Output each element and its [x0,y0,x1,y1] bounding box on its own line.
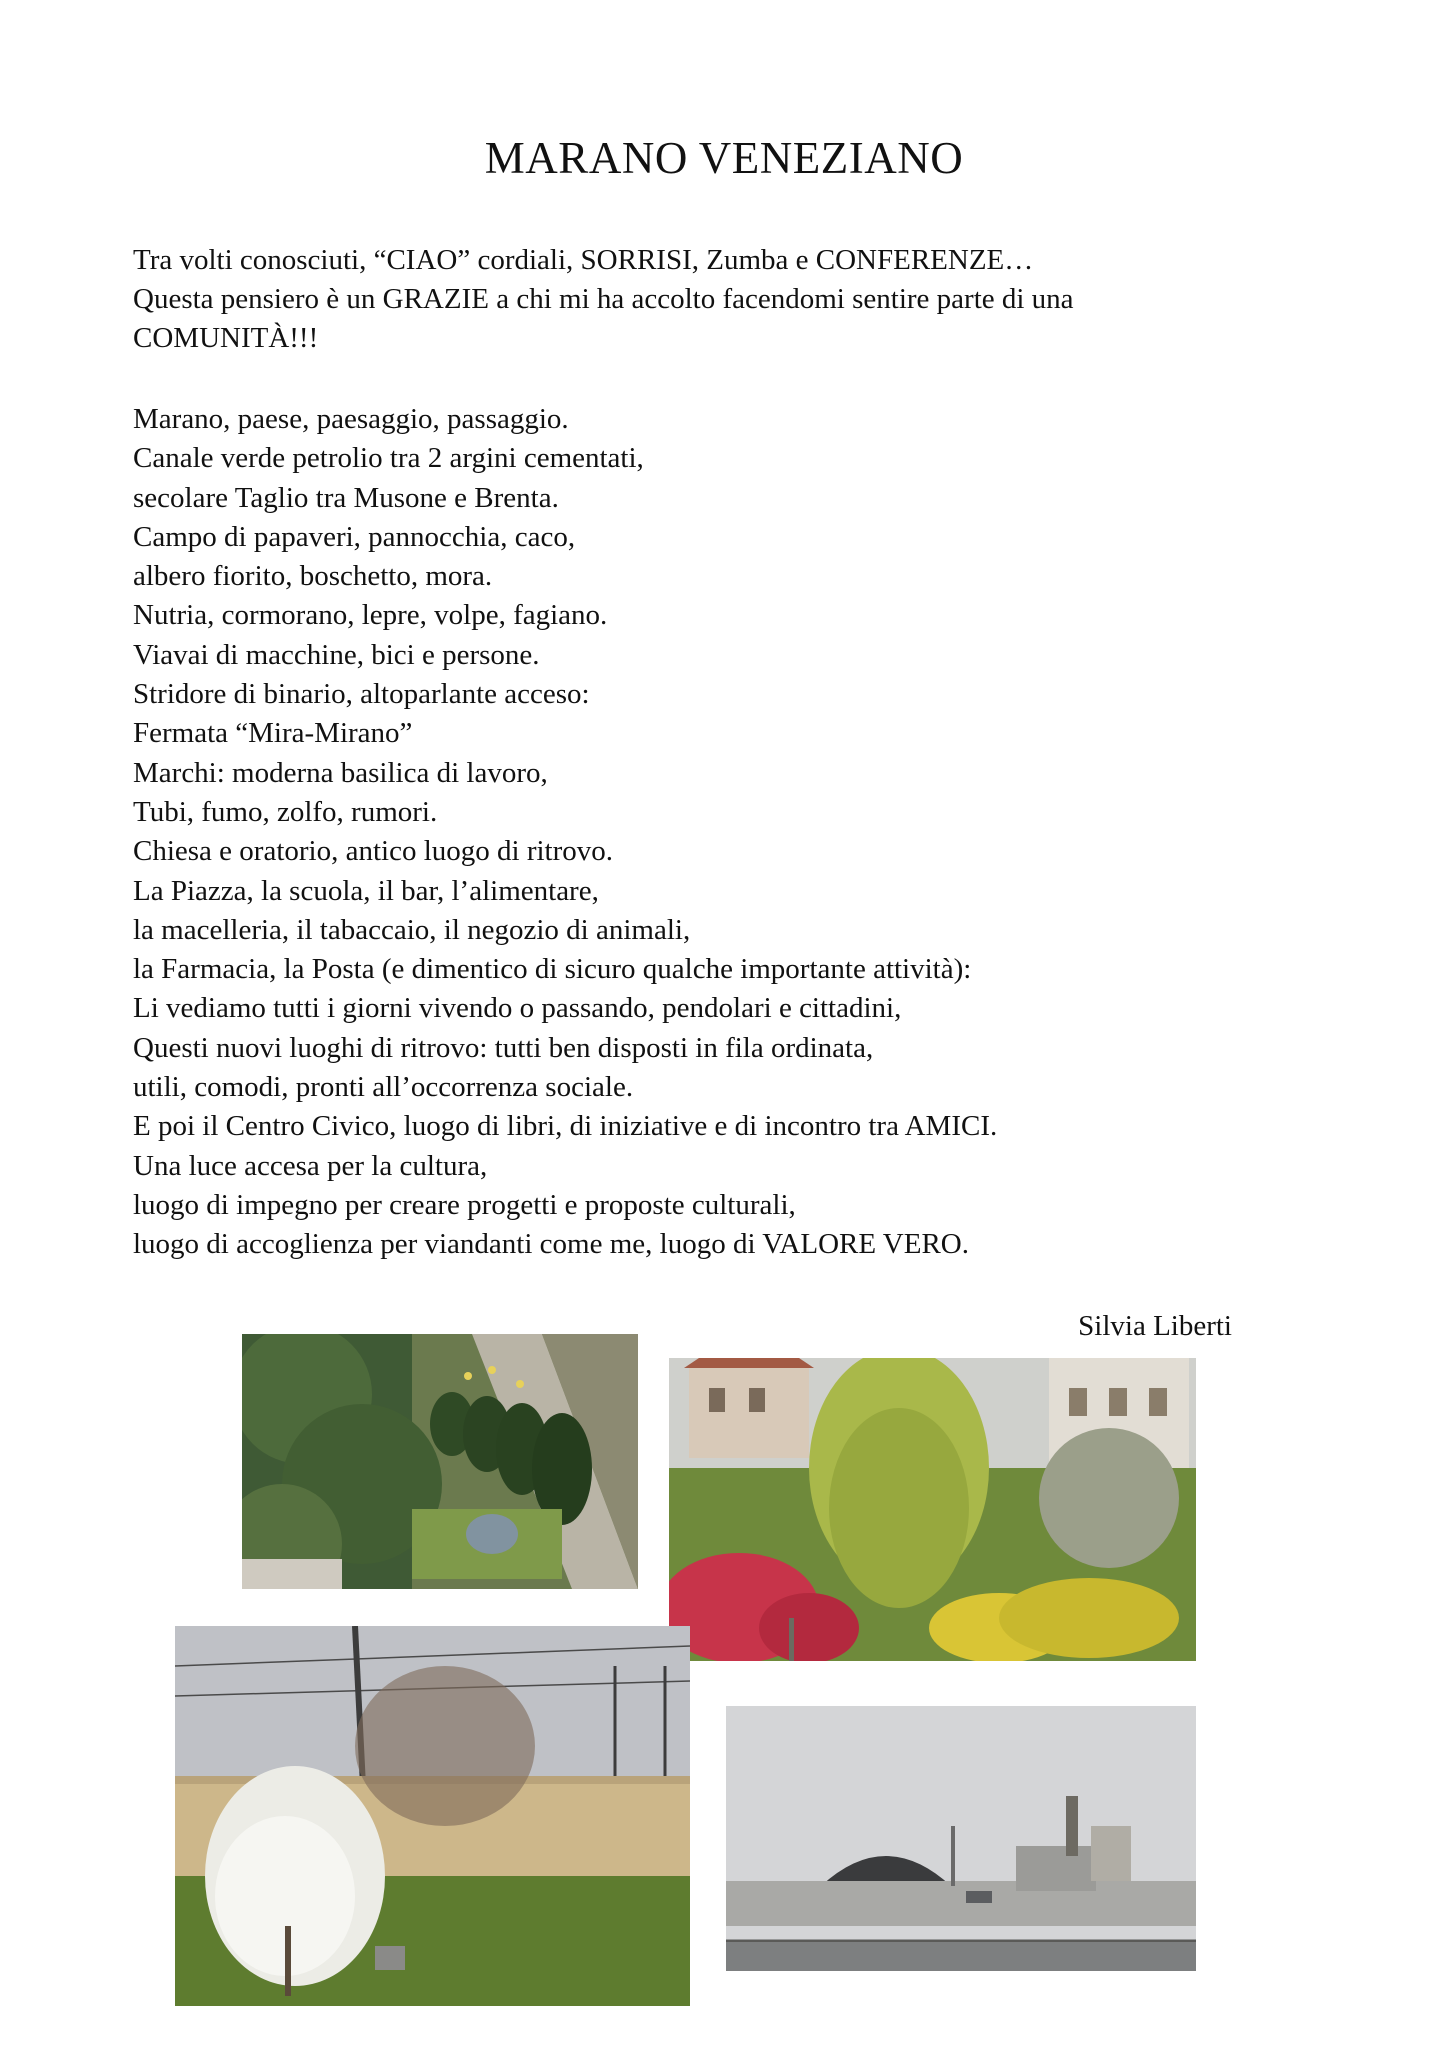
poem-line: Marano, paese, paesaggio, passaggio. [133,403,569,435]
poem-line: albero fiorito, boschetto, mora. [133,560,493,593]
willow-flowering-shrubs-photo [669,1358,1196,1661]
poem-line: la macelleria, il tabaccaio, il negozio di animali, [133,913,691,946]
poem-body [133,400,1313,1265]
poem-line: Viavai di macchine, bici e persone. [133,638,540,671]
author-signature: Silvia Liberti [1078,1310,1232,1342]
intro-line: COMUNITÀ!!! [133,322,319,354]
intro-paragraph [133,241,1293,358]
industrial-plant-photo [726,1706,1196,1971]
poem-line: Marchi: moderna basilica di lavoro, [133,756,548,789]
poem-line: luogo di accoglienza per viandanti come me, luogo di VALORE VERO. [133,1228,970,1261]
poem-line: Questi nuovi luoghi di ritrovo: tutti ben disposti in fila ordinata, [133,1031,874,1064]
blossom-tree-railway-photo [175,1626,690,2006]
topiary-garden-photo [242,1334,638,1589]
poem-line: Una luce accesa per la cultura, [133,1149,488,1182]
poem-line: Fermata “Mira-Mirano” [133,717,413,750]
poem-line: La Piazza, la scuola, il bar, l’alimentare, [133,874,599,907]
page-title: MARANO VENEZIANO [484,133,964,183]
intro-line: Tra volti conosciuti, “CIAO” cordiali, SORRISI, Zumba e CONFERENZE… [133,244,1034,276]
poem-line: utili, comodi, pronti all’occorrenza sociale. [133,1071,634,1104]
poem-line: Campo di papaveri, pannocchia, caco, [133,520,576,553]
poem-line: luogo di impegno per creare progetti e proposte culturali, [133,1188,796,1221]
poem-line: Canale verde petrolio tra 2 argini cementati, [133,442,644,475]
poem-line: secolare Taglio tra Musone e Brenta. [133,481,559,514]
poem-line: Li vediamo tutti i giorni vivendo o passando, pendolari e cittadini, [133,992,902,1025]
poem-line: Stridore di binario, altoparlante acceso: [133,678,590,711]
poem-line: Tubi, fumo, zolfo, rumori. [133,795,438,828]
poem-line: E poi il Centro Civico, luogo di libri, di iniziative e di incontro tra AMICI. [133,1110,998,1143]
poem-line: Chiesa e oratorio, antico luogo di ritrovo. [133,835,614,868]
poem-line: la Farmacia, la Posta (e dimentico di sicuro qualche importante attività): [133,953,972,986]
poem-line: Nutria, cormorano, lepre, volpe, fagiano. [133,599,608,632]
intro-line: Questa pensiero è un GRAZIE a chi mi ha accolto facendomi sentire parte di una [133,283,1074,315]
